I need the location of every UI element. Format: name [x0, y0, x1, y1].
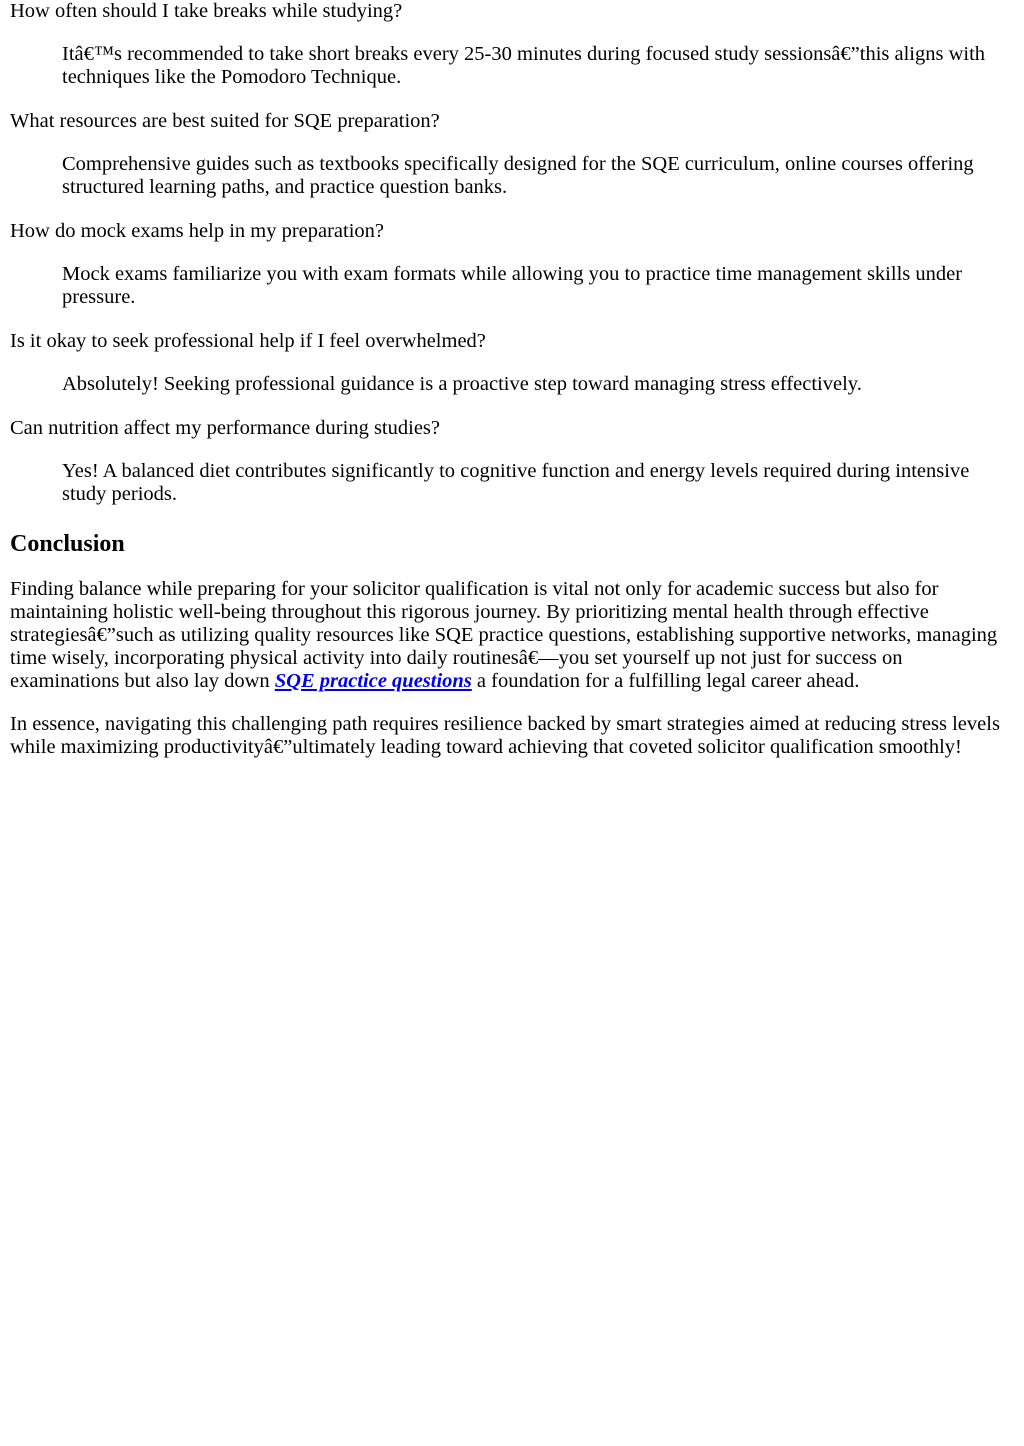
conclusion-heading: Conclusion — [10, 531, 125, 557]
conclusion-paragraph — [10, 578, 1014, 693]
sqe-practice-questions-link[interactable]: SQE practice questions — [274, 670, 472, 692]
faq-answer: Absolutely! Seeking professional guidance is a proactive step toward managing stress effectively. — [62, 373, 862, 395]
faq-question: Can nutrition affect my performance during studies? — [10, 417, 440, 439]
conclusion-text-after-link: a foundation for a fulfilling legal career ahead. — [471, 670, 860, 692]
faq-answer: Itâ€™s recommended to take short breaks every 25-30 minutes during focused study sessionsâ€”this aligns with techniques like the Pomodoro Technique. — [62, 43, 986, 88]
closing-paragraph: In essence, navigating this challenging path requires resilience backed by smart strategies aimed at reducing stress levels while maximizing productivityâ€”ultimately leading toward achieving that coveted solicitor qualification smoothly! — [10, 713, 1000, 758]
faq-question: How often should I take breaks while studying? — [10, 0, 403, 22]
faq-list — [10, 0, 1014, 506]
conclusion-text-before-link: Finding balance while preparing for your solicitor qualification is vital not only for academic success but also for maintaining holistic well-being throughout this rigorous journey. By prioritizing mental health through effective strategiesâ€”such as utilizing quality resources like SQE practice questions, establishing supportive networks, managing time wisely, incorporating physical activity into daily routinesâ€—you set yourself up not just for success on examinations but also lay down — [10, 578, 998, 692]
faq-answer: Comprehensive guides such as textbooks specifically designed for the SQE curriculum, online courses offering structured learning paths, and practice question banks. — [62, 153, 974, 198]
faq-answer: Yes! A balanced diet contributes significantly to cognitive function and energy levels required during intensive study periods. — [62, 460, 970, 505]
faq-question: Is it okay to seek professional help if I feel overwhelmed? — [10, 330, 486, 352]
faq-answer: Mock exams familiarize you with exam formats while allowing you to practice time management skills under pressure. — [62, 263, 963, 308]
faq-question: How do mock exams help in my preparation? — [10, 220, 385, 242]
faq-question: What resources are best suited for SQE preparation? — [10, 110, 440, 132]
